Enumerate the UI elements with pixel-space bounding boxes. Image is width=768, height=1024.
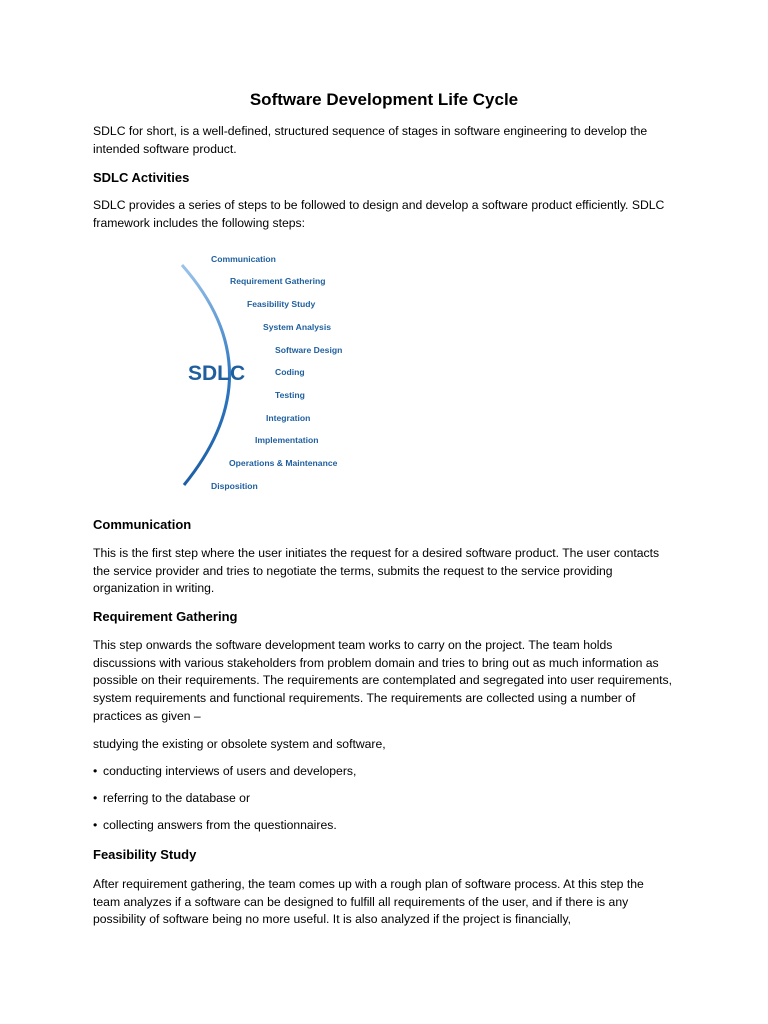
list-item xyxy=(93,763,356,780)
bullet-icon: • xyxy=(93,791,98,805)
step-disposition: Disposition xyxy=(211,481,258,491)
step-testing: Testing xyxy=(275,390,305,400)
list-item-text: referring to the database or xyxy=(103,791,251,805)
intro-paragraph: SDLC for short, is a well-defined, structured sequence of stages in software engineering to develop the intended software product. xyxy=(93,124,648,156)
bullet-icon: • xyxy=(93,818,98,832)
list-item-text: collecting answers from the questionnaires. xyxy=(103,818,337,832)
sdlc-center-label: SDLC xyxy=(188,362,246,385)
step-system-analysis: System Analysis xyxy=(263,322,331,332)
step-requirement-gathering: Requirement Gathering xyxy=(230,276,326,286)
sdlc-diagram xyxy=(150,245,370,500)
step-feasibility-study: Feasibility Study xyxy=(247,299,316,309)
practice-first-item: studying the existing or obsolete system and software, xyxy=(93,737,386,751)
bullet-icon: • xyxy=(93,764,98,778)
step-communication: Communication xyxy=(211,254,276,264)
feasibility-heading: Feasibility Study xyxy=(93,847,197,862)
step-integration: Integration xyxy=(266,413,311,423)
list-item xyxy=(93,817,337,834)
feasibility-paragraph: After requirement gathering, the team comes up with a rough plan of software process. At this step the team analyzes if a software can be designed to fulfill all requirements of the user, and if there is any possibility of software being no more useful. It is also analyzed if the project is financially, xyxy=(93,877,644,927)
activities-paragraph: SDLC provides a series of steps to be followed to design and develop a software product efficiently. SDLC framework includes the following steps: xyxy=(93,198,665,230)
requirement-paragraph: This step onwards the software development team works to carry on the project. The team holds discussions with various stakeholders from problem domain and tries to bring out as much information as possible on their requirements. The requirements are contemplated and segregated into user requirements, system requirements and functional requirements. The requirements are collected using a number of practices as given – xyxy=(93,638,673,723)
step-implementation: Implementation xyxy=(255,435,319,445)
requirement-heading: Requirement Gathering xyxy=(93,609,238,624)
list-item xyxy=(93,790,250,807)
communication-paragraph: This is the first step where the user initiates the request for a desired software product. The user contacts the service provider and tries to negotiate the terms, submits the request to the service providing organization in writing. xyxy=(93,546,660,596)
step-coding: Coding xyxy=(275,367,305,377)
page-title: Software Development Life Cycle xyxy=(249,90,519,109)
step-operations-maintenance: Operations & Maintenance xyxy=(229,458,338,468)
list-item-text: conducting interviews of users and developers, xyxy=(103,764,357,778)
sdlc-diagram-svg xyxy=(150,245,370,500)
activities-heading: SDLC Activities xyxy=(93,170,190,185)
step-software-design: Software Design xyxy=(275,345,343,355)
communication-heading: Communication xyxy=(93,517,192,532)
